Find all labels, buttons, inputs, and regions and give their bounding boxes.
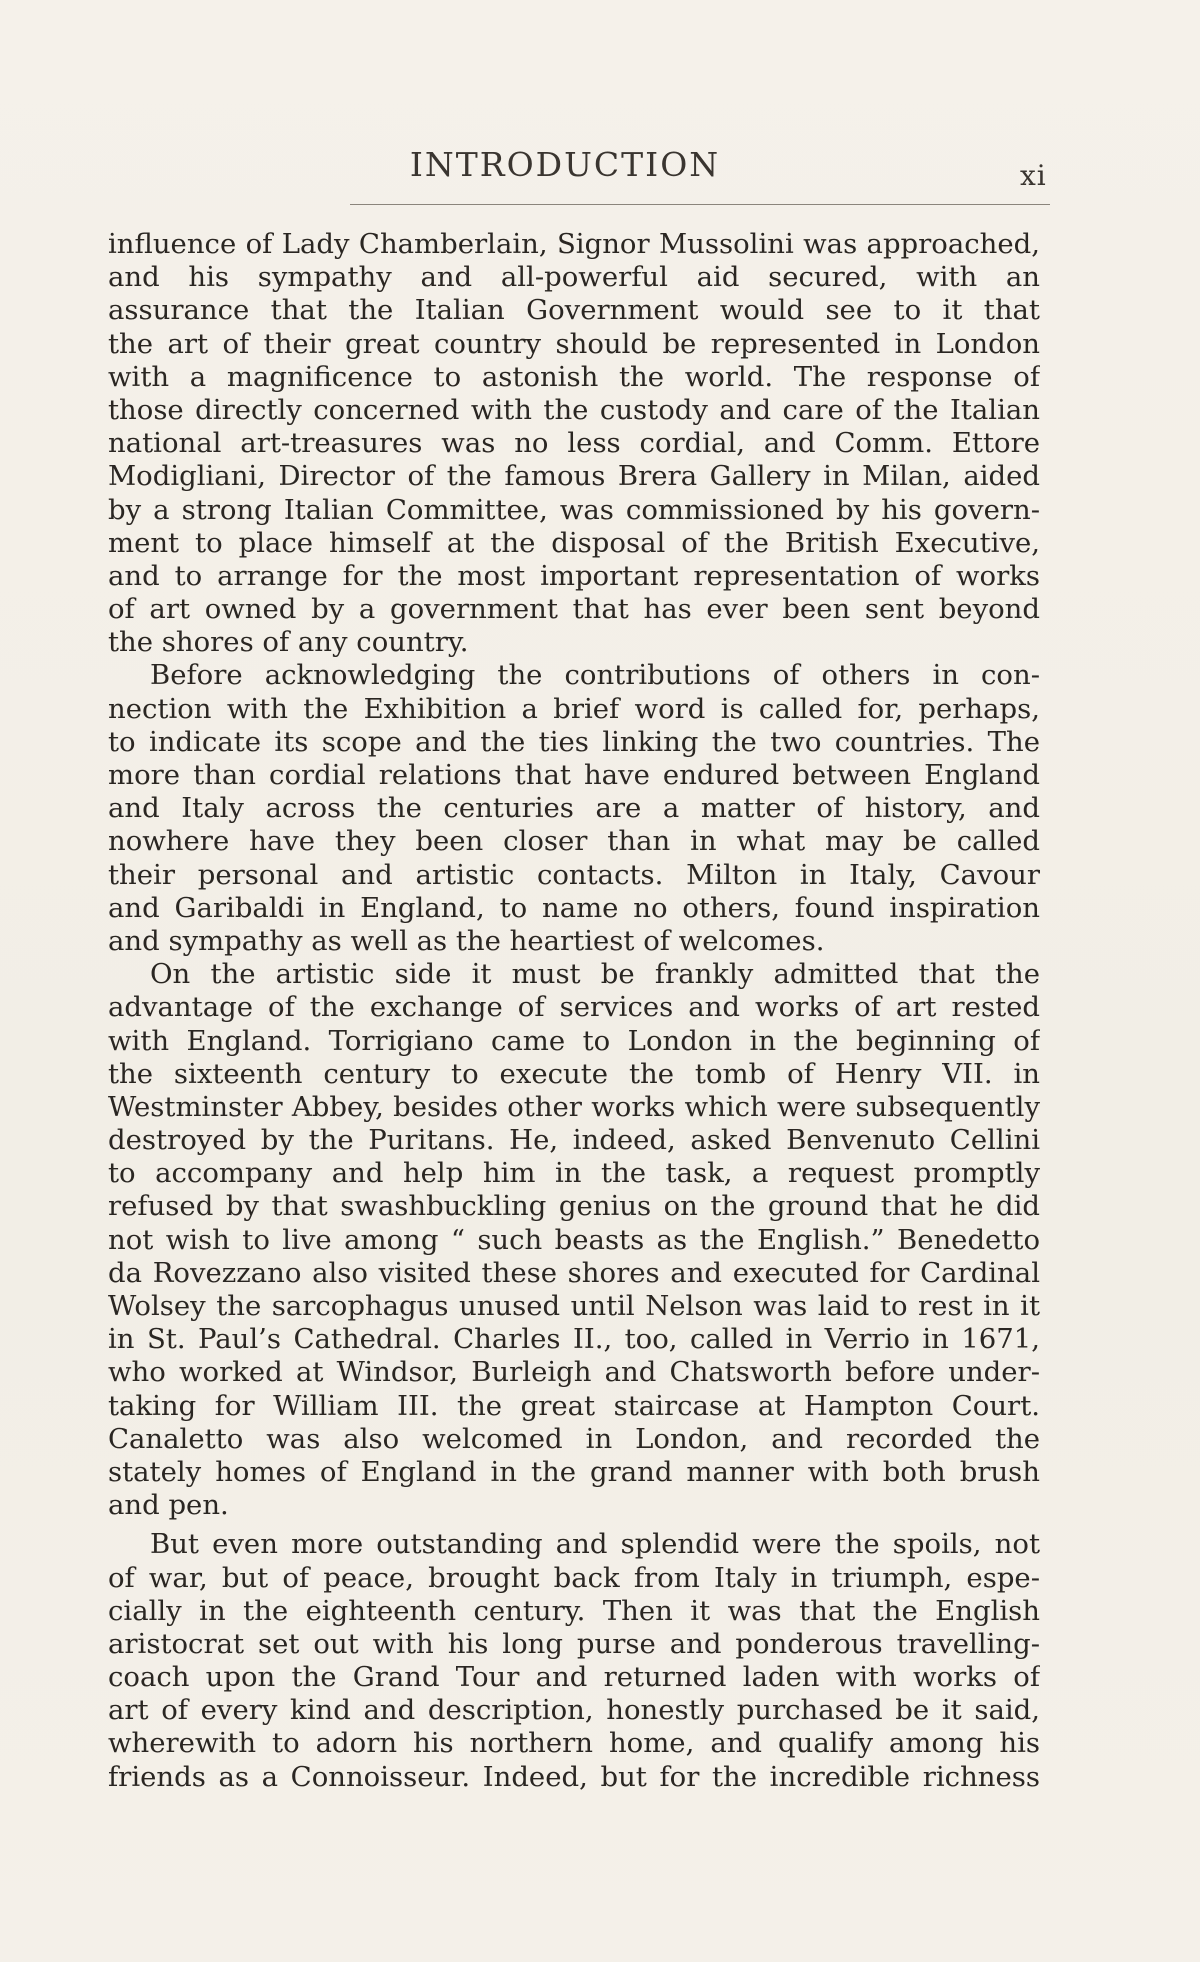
text-line: with a magnificence to astonish the world. The response of	[108, 360, 1040, 393]
text-line: not wish to live among “ such beasts as the English.” Benedetto	[108, 1223, 1040, 1256]
text-line: the art of their great country should be represented in London	[108, 327, 1040, 360]
text-line: cially in the eighteenth century. Then it was that the English	[108, 1594, 1040, 1627]
text-line: assurance that the Italian Government would see to it that	[108, 294, 1040, 327]
text-line: destroyed by the Puritans. He, indeed, asked Benvenuto Cellini	[108, 1124, 1040, 1157]
text-line: Modigliani, Director of the famous Brera Gallery in Milan, aided	[108, 460, 1040, 493]
running-title: INTRODUCTION	[409, 145, 721, 184]
text-line: their personal and artistic contacts. Milton in Italy, Cavour	[108, 858, 1040, 891]
text-line: the sixteenth century to execute the tomb of Henry VII. in	[108, 1057, 1040, 1090]
text-line: to accompany and help him in the task, a request promptly	[108, 1157, 1040, 1190]
text-line: and his sympathy and all-powerful aid secured, with an	[108, 261, 1040, 294]
text-line: the shores of any country.	[108, 626, 469, 659]
text-line: da Rovezzano also visited these shores and executed for Cardinal	[108, 1256, 1040, 1289]
text-line: Canaletto was also welcomed in London, and recorded the	[108, 1422, 1040, 1455]
text-line: those directly concerned with the custody and care of the Italian	[108, 393, 1040, 426]
text-line: and Italy across the centuries are a matter of history, and	[108, 792, 1040, 825]
page-number: xi	[1020, 159, 1047, 192]
text-line: by a strong Italian Committee, was commissioned by his govern-	[108, 493, 1040, 526]
text-line: Before acknowledging the contributions of others in con-	[150, 659, 1040, 692]
text-line: Wolsey the sarcophagus unused until Nelson was laid to rest in it	[108, 1290, 1040, 1322]
text-line: ment to place himself at the disposal of the British Executive,	[108, 526, 1040, 559]
text-line: in St. Paul’s Cathedral. Charles II., too, called in Verrio in 1671,	[108, 1323, 1040, 1356]
text-line: nection with the Exhibition a brief word is called for, perhaps,	[108, 692, 1040, 725]
text-line: Westminster Abbey, besides other works which were subsequently	[108, 1090, 1040, 1123]
text-line: On the artistic side it must be frankly admitted that the	[150, 958, 1040, 991]
text-line: national art-treasures was no less cordial, and Comm. Ettore	[108, 427, 1040, 460]
text-line: influence of Lady Chamberlain, Signor Mussolini was approached,	[108, 228, 1040, 260]
text-line: advantage of the exchange of services and works of art rested	[108, 991, 1040, 1024]
body-text	[108, 228, 1040, 1794]
text-line: But even more outstanding and splendid were the spoils, not	[150, 1528, 1040, 1561]
text-line: of war, but of peace, brought back from Italy in triumph, espe-	[108, 1561, 1040, 1594]
text-line: taking for William III. the great staircase at Hampton Court.	[108, 1389, 1040, 1422]
text-line: aristocrat set out with his long purse and ponderous travelling-	[108, 1627, 1040, 1660]
running-head	[0, 145, 1200, 192]
text-line: art of every kind and description, honestly purchased be it said,	[108, 1694, 1040, 1727]
text-line: friends as a Connoisseur. Indeed, but for the incredible richness	[108, 1760, 1040, 1793]
text-line: and sympathy as well as the heartiest of welcomes.	[108, 924, 825, 957]
text-line: and Garibaldi in England, to name no others, found inspiration	[108, 891, 1040, 924]
text-line: refused by that swashbuckling genius on the ground that he did	[108, 1190, 1040, 1223]
text-line: of art owned by a government that has ever been sent beyond	[108, 593, 1040, 626]
text-line: and pen.	[108, 1489, 229, 1522]
text-line: stately homes of England in the grand manner with both brush	[108, 1455, 1040, 1488]
text-line: with England. Torrigiano came to London in the beginning of	[108, 1024, 1040, 1057]
header-rule	[350, 204, 1050, 205]
text-line: and to arrange for the most important representation of works	[108, 559, 1040, 592]
text-line: wherewith to adorn his northern home, and qualify among his	[108, 1727, 1040, 1760]
text-line: more than cordial relations that have endured between England	[108, 759, 1040, 791]
text-line: who worked at Windsor, Burleigh and Chatsworth before under-	[108, 1356, 1040, 1389]
text-line: to indicate its scope and the ties linking the two countries. The	[108, 725, 1040, 758]
text-line: coach upon the Grand Tour and returned laden with works of	[108, 1661, 1040, 1694]
text-line: nowhere have they been closer than in what may be called	[108, 825, 1040, 858]
